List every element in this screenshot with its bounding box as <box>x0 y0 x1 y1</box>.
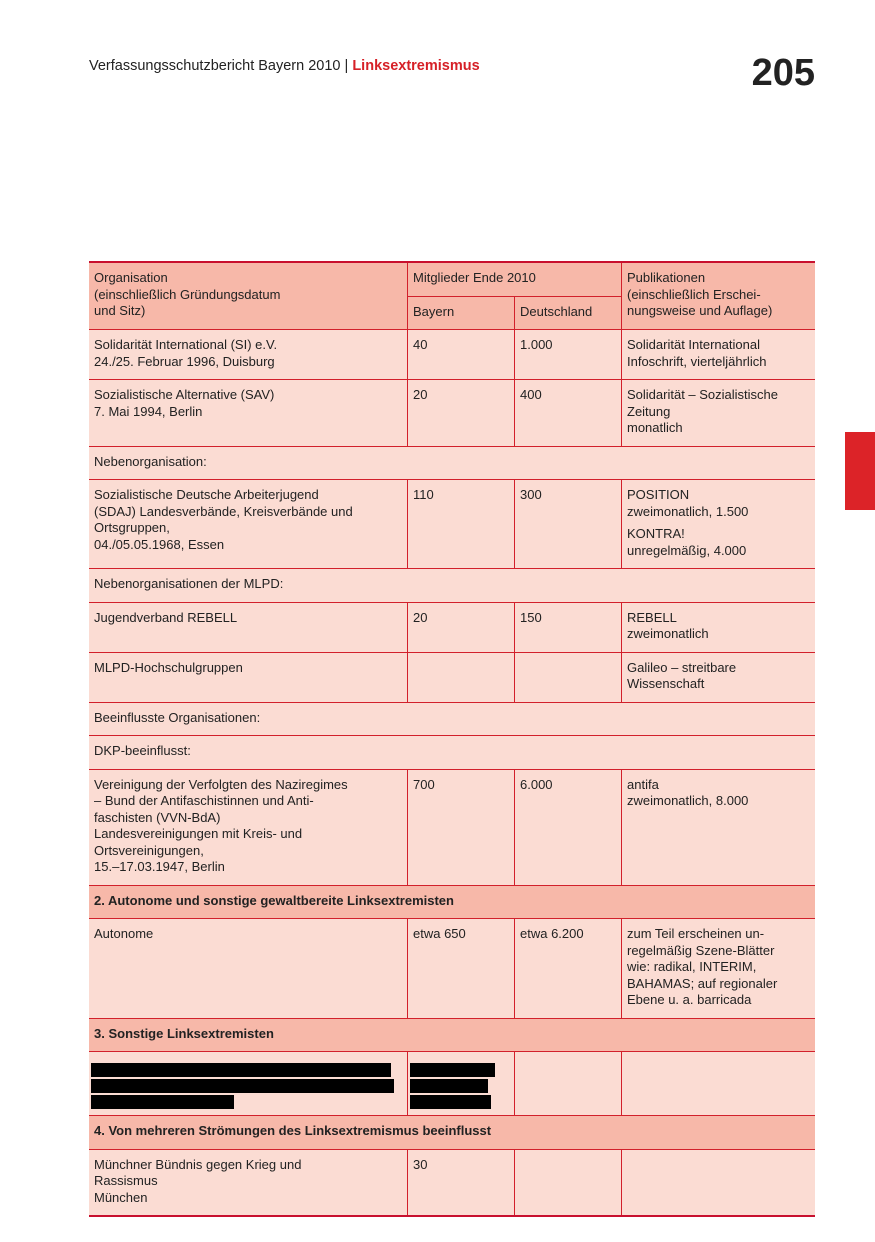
publication-cell <box>622 1149 816 1216</box>
org-cell <box>89 1149 408 1216</box>
redacted-row <box>89 1052 815 1116</box>
redaction-bar <box>91 1079 394 1093</box>
section-heading: 3. Sonstige Linksextremisten <box>89 1018 815 1052</box>
publication-line: BAHAMAS; auf regionaler <box>627 975 778 991</box>
table-row <box>89 330 815 380</box>
header-organisation-line: Organisation <box>94 270 168 285</box>
section-row <box>89 885 815 919</box>
publication-line: Solidarität – Sozialistische <box>627 387 779 402</box>
section-heading: 2. Autonome und sonstige gewaltbereite Linksextremisten <box>89 885 815 919</box>
org-line: Münchner Bündnis gegen Krieg und <box>94 1156 302 1172</box>
table-row <box>89 602 815 652</box>
section-row <box>89 1018 815 1052</box>
deutschland-cell <box>515 652 622 702</box>
table-row <box>89 480 815 569</box>
bayern-cell: 20 <box>408 380 515 447</box>
table-row <box>89 652 815 702</box>
page-number: 205 <box>751 52 815 94</box>
header-publications-line: (einschließlich Erschei- <box>627 286 761 302</box>
org-cell: Autonome <box>89 919 408 1019</box>
org-cell <box>89 380 408 447</box>
redaction-bar <box>91 1095 234 1109</box>
publication-line: Solidarität International <box>627 337 760 352</box>
org-line: – Bund der Antifaschistinnen und Anti- <box>94 793 314 808</box>
publication-cell <box>622 602 816 652</box>
running-header <box>89 58 480 74</box>
header-bayern: Bayern <box>408 296 515 330</box>
chapter-tab-marker <box>845 432 875 510</box>
publication-cell <box>622 652 816 702</box>
bayern-cell: 110 <box>408 480 515 569</box>
bayern-cell-redacted <box>408 1052 515 1116</box>
redaction-bar <box>91 1063 391 1077</box>
group-label-row <box>89 446 815 480</box>
redaction-bar <box>410 1095 491 1109</box>
header-deutschland: Deutschland <box>515 296 622 330</box>
bayern-cell: 700 <box>408 769 515 885</box>
org-line: 24./25. Februar 1996, Duisburg <box>94 353 275 369</box>
publication-cell <box>622 330 816 380</box>
deutschland-cell: 400 <box>515 380 622 447</box>
group-label: Beeinflusste Organisationen: <box>89 702 815 736</box>
org-line: Sozialistische Alternative (SAV) <box>94 387 275 402</box>
publication-line: Wissenschaft <box>627 676 705 691</box>
publication-line: unregelmäßig, 4.000 <box>627 542 747 558</box>
org-line: München <box>94 1189 148 1205</box>
section-title: Linksextremismus <box>352 58 480 74</box>
header-publications <box>622 262 816 330</box>
table-row <box>89 1149 815 1216</box>
publication-line: Infoschrift, vierteljährlich <box>627 353 767 369</box>
publication-cell <box>622 919 816 1019</box>
publication-line: zweimonatlich, 1.500 <box>627 503 749 519</box>
group-label: Nebenorganisation: <box>89 446 815 480</box>
header-publications-line: Publikationen <box>627 270 706 285</box>
publication-line: REBELL <box>627 609 677 625</box>
deutschland-cell <box>515 1149 622 1216</box>
publication-line: Galileo – streitbare <box>627 659 737 675</box>
group-label: Nebenorganisationen der MLPD: <box>89 569 815 603</box>
report-title: Verfassungsschutzbericht Bayern 2010 <box>89 58 341 74</box>
bayern-cell: etwa 650 <box>408 919 515 1019</box>
bayern-cell <box>408 652 515 702</box>
org-line: Sozialistische Deutsche Arbeiterjugend <box>94 487 319 502</box>
publication-line: regelmäßig Szene-Blätter <box>627 942 775 958</box>
publication-line: antifa <box>627 776 659 792</box>
deutschland-cell: etwa 6.200 <box>515 919 622 1019</box>
bayern-cell: 20 <box>408 602 515 652</box>
section-heading: 4. Von mehreren Strömungen des Linksextremismus beeinflusst <box>89 1116 815 1150</box>
deutschland-cell: 150 <box>515 602 622 652</box>
deutschland-cell <box>515 1052 622 1116</box>
org-cell-redacted <box>89 1052 408 1116</box>
table-row <box>89 769 815 885</box>
org-cell: Jugendverband REBELL <box>89 602 408 652</box>
header-organisation-line: (einschließlich Gründungsdatum <box>94 286 281 302</box>
publication-line: POSITION <box>627 487 690 502</box>
publication-cell <box>622 480 816 569</box>
publication-line: wie: radikal, INTERIM, <box>627 959 757 974</box>
publication-line: Ebene u. a. barricada <box>627 992 752 1007</box>
org-cell: MLPD-Hochschulgruppen <box>89 652 408 702</box>
org-cell <box>89 330 408 380</box>
org-cell <box>89 769 408 885</box>
bayern-cell: 30 <box>408 1149 515 1216</box>
org-line: faschisten (VVN-BdA) <box>94 809 221 825</box>
org-line: (SDAJ) Landesverbände, Kreisverbände und <box>94 503 353 519</box>
org-line: 04./05.05.1968, Essen <box>94 536 225 552</box>
table-header-row <box>89 262 815 296</box>
bayern-cell: 40 <box>408 330 515 380</box>
header-organisation-line: und Sitz) <box>94 303 146 318</box>
org-line: Solidarität International (SI) e.V. <box>94 337 278 352</box>
table-row <box>89 919 815 1019</box>
deutschland-cell: 1.000 <box>515 330 622 380</box>
org-line: 7. Mai 1994, Berlin <box>94 403 203 419</box>
org-line: Ortsvereinigungen, <box>94 842 204 858</box>
publication-line: zum Teil erscheinen un- <box>627 926 765 941</box>
publication-line: monatlich <box>627 420 683 435</box>
publication-cell <box>622 1052 816 1116</box>
section-row <box>89 1116 815 1150</box>
publication-line: KONTRA! <box>627 526 685 541</box>
org-line: Vereinigung der Verfolgten des Naziregimes <box>94 776 348 792</box>
deutschland-cell: 300 <box>515 480 622 569</box>
org-line: 15.–17.03.1947, Berlin <box>94 859 225 874</box>
redaction-bar <box>410 1079 488 1093</box>
org-line: Rassismus <box>94 1173 158 1188</box>
org-line: Landesvereinigungen mit Kreis- und <box>94 826 303 841</box>
publication-line: zweimonatlich <box>627 626 709 641</box>
publication-line: Zeitung <box>627 403 671 419</box>
deutschland-cell: 6.000 <box>515 769 622 885</box>
header-separator: | <box>344 58 349 74</box>
group-label-row <box>89 702 815 736</box>
org-line: Ortsgruppen, <box>94 520 170 535</box>
group-label: DKP-beeinflusst: <box>89 736 815 770</box>
header-members: Mitglieder Ende 2010 <box>408 262 622 296</box>
organisations-table <box>89 261 815 1217</box>
org-cell <box>89 480 408 569</box>
header-publications-line: nungsweise und Auflage) <box>627 303 773 318</box>
table-row <box>89 380 815 447</box>
redaction-bar <box>410 1063 495 1077</box>
publication-line: zweimonatlich, 8.000 <box>627 793 749 808</box>
publication-cell <box>622 769 816 885</box>
header-organisation <box>89 262 408 330</box>
group-label-row <box>89 569 815 603</box>
publication-cell <box>622 380 816 447</box>
group-label-row <box>89 736 815 770</box>
